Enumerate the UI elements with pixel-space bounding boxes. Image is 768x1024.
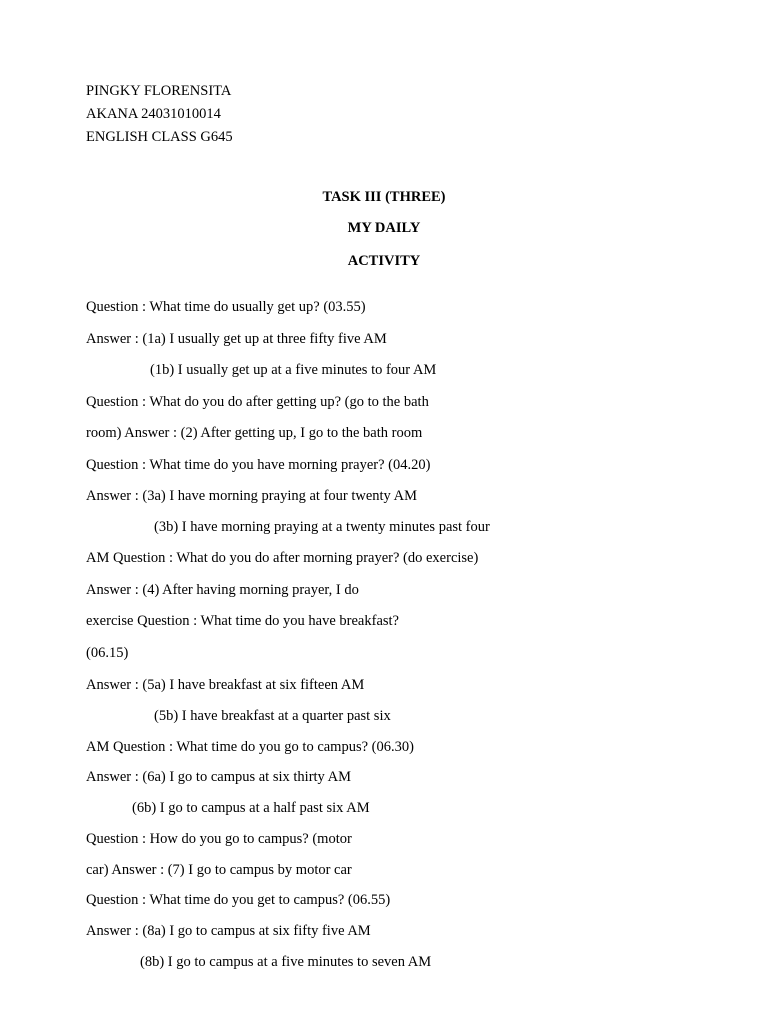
- body-line: Answer : (1a) I usually get up at three fifty five AM: [86, 331, 387, 347]
- body-line: Answer : (5a) I have breakfast at six fifteen AM: [86, 677, 365, 693]
- activity-title-line2: ACTIVITY: [347, 253, 421, 269]
- body-line: room) Answer : (2) After getting up, I go to the bath room: [86, 425, 423, 441]
- body-line: Answer : (4) After having morning prayer, I do: [86, 582, 359, 598]
- body-line: (8b) I go to campus at a five minutes to seven AM: [140, 954, 432, 970]
- body-line: (1b) I usually get up at a five minutes to four AM: [150, 362, 437, 378]
- student-name: PINGKY FLORENSITA: [86, 83, 232, 99]
- body-line: AM Question : What time do you go to campus? (06.30): [86, 739, 414, 755]
- body-line: (5b) I have breakfast at a quarter past six: [154, 708, 391, 724]
- activity-title-line1: MY DAILY: [347, 220, 421, 236]
- body-line: Question : What time do you have morning prayer? (04.20): [86, 457, 431, 473]
- body-line: AM Question : What do you do after morning prayer? (do exercise): [86, 550, 479, 566]
- body-line: Answer : (6a) I go to campus at six thirty AM: [86, 769, 351, 785]
- body-line: Answer : (8a) I go to campus at six fifty five AM: [86, 923, 371, 939]
- body-line: (6b) I go to campus at a half past six AM: [132, 800, 370, 816]
- body-line: Question : What do you do after getting up? (go to the bath: [86, 394, 429, 410]
- body-line: (06.15): [86, 645, 129, 661]
- body-line: (3b) I have morning praying at a twenty minutes past four: [154, 519, 490, 535]
- class-name: ENGLISH CLASS G645: [86, 129, 233, 145]
- body-line: Question : What time do usually get up? (03.55): [86, 299, 366, 315]
- task-title: TASK III (THREE): [322, 189, 446, 205]
- student-id: AKANA 24031010014: [86, 106, 221, 122]
- body-line: car) Answer : (7) I go to campus by motor car: [86, 862, 352, 878]
- body-line: Question : What time do you get to campus? (06.55): [86, 892, 391, 908]
- body-line: Question : How do you go to campus? (motor: [86, 831, 352, 847]
- body-line: exercise Question : What time do you have breakfast?: [86, 613, 399, 629]
- body-line: Answer : (3a) I have morning praying at four twenty AM: [86, 488, 418, 504]
